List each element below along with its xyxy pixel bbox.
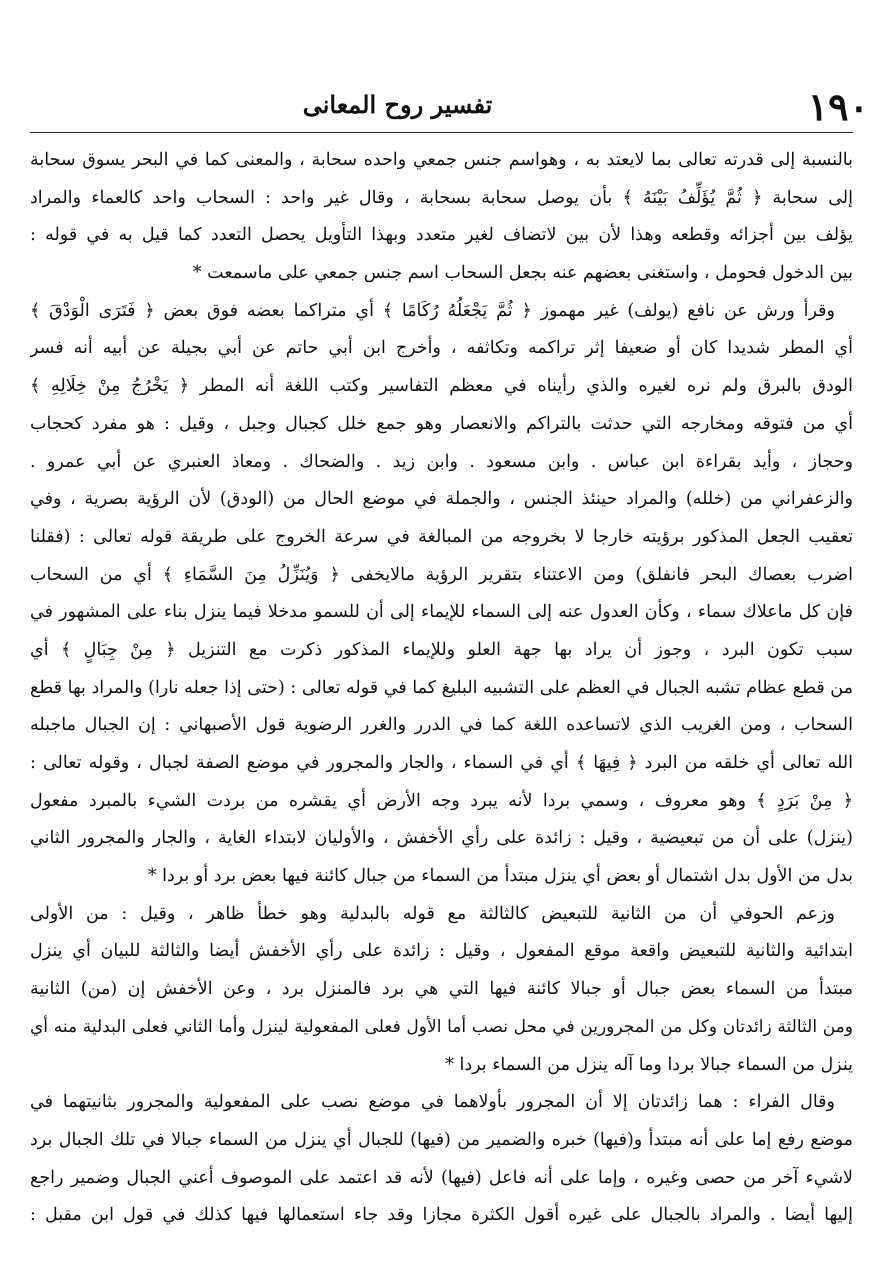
- text-line: يؤلف بين أجزائه وقطعه وهذا لأن بين لاتضاف لغير متعدد وبهذا التأويل يحصل التعدد كما قيل به في قوله :: [30, 225, 853, 246]
- text-line: ابتدائية والثانية للتبعيض واقعة موقع المفعول ، وقيل : زائدة على رأي الأخفش أيضا والثالثة للبيان أي ينزل: [30, 941, 853, 962]
- text-line: بين الدخول فحومل ، واستغنى بعضهم عنه بجعل السحاب اسم جنس جمعي على ماسمعت *: [192, 263, 853, 284]
- text-line: ﴿ مِنْ بَرَدٍ ﴾ وهو معروف ، وسمي بردا لأنه يبرد وجه الأرض أي يقشره من بردت الشيء بالمبرد مفعول: [30, 790, 853, 811]
- text-line: الودق بالبرق ولم نره لغيره والذي رأيناه في معظم التفاسير وكتب اللغة أنه المطر ﴿ يَخْرُجُ مِنْ خِلَالِهِ ﴾: [30, 376, 853, 397]
- body-text: [30, 142, 853, 1235]
- text-line: إليها أيضا . والمراد بالجبال على غيره أقول الكثرة مجازا وقد جاء استعمالها فيها كذلك في قول ابن مقبل :: [30, 1205, 853, 1226]
- text-line: فإن كل ماعلاك سماء ، وكأن العدول عنه إلى السماء للإيماء إلى أن للسمو مدخلا فيما ينزل بناء على المشهور في: [30, 602, 853, 623]
- text-line: اضرب بعصاك البحر فانفلق) ومن الاعتناء بتقرير الرؤية مالايخفى ﴿ وَيُنَزِّلُ مِنَ السَّمَاءِ ﴾ أي من السحاب: [30, 564, 853, 585]
- page-header: [32, 84, 869, 129]
- text-line: مبتدأ من السماء بعض جبال أو جبالا كائنة فيها التي هي برد فالمنزل برد ، وعن الأخفش إن (من) الثانية: [30, 979, 853, 1000]
- running-title: تفسير روح المعانى: [302, 90, 493, 119]
- text-line: وزعم الحوفي أن من الثانية للتبعيض كالثالثة مع قوله بالبدلية وهو خطأ ظاهر ، وقيل : من الأولى: [30, 903, 835, 924]
- text-line: ينزل من السماء جبالا بردا وما آله ينزل من السماء بردا *: [445, 1054, 853, 1075]
- text-line: تعقيب الجعل المذكور برؤيته خارجا لا بخروجه من المبالغة في سرعة الخروج على طريقة قوله تعالى : (فقلنا: [30, 526, 853, 547]
- text-line: موضع رفع إما على أنه مبتدأ و(فيها) خبره والضمير من (فيها) للجبال أي ينزل من السماء جبالا في تلك الجبال برد: [30, 1129, 853, 1150]
- text-line: إلى سحابة ﴿ ثُمَّ يُؤَلِّفُ بَيْنَهُ ﴾ بأن يوصل سحابة بسحابة ، وقال غير واحد : السحاب واحد كالعماء والمراد: [30, 187, 853, 208]
- text-line: الله تعالى أي خلقه من البرد ﴿ فِيهَا ﴾ أي في السماء ، والجار والمجرور في موضع الصفة لجبال ، وقوله تعالى :: [30, 753, 853, 773]
- header-rule: [30, 132, 853, 133]
- text-line: والزعفراني من (خلله) والمراد حينئذ الجنس ، والجملة في موضع الحال من (الودق) لأن الرؤية بصرية ، وفي: [30, 489, 853, 510]
- text-line: بالنسبة إلى قدرته تعالى بما لايعتد به ، وهواسم جنس جمعي واحده سحابة ، والمعنى كما في البحر يسوق سحابة: [30, 150, 853, 170]
- text-line: بدل من الأول بدل اشتمال أو بعض أي ينزل مبتدأ من السماء من جبال كائنة فيها بعض برد أو بردا *: [147, 866, 853, 887]
- text-line: لاشيء آخر من حصى وغيره ، وإما على أنه فاعل (فيها) لأنه قد اعتمد على الموصوف أعني الجبال وضمير راجع: [30, 1167, 853, 1188]
- text-line: من قطع عظام تشبه الجبال في العظم على التشبيه البليغ كما في قوله تعالى : (حتى إذا جعله نارا) والمراد بها قطع: [30, 677, 853, 698]
- text-line: (ينزل) على أن من تبعيضية ، وقيل : زائدة على رأي الأخفش ، والأوليان لابتداء الغاية ، والجار والمجرور الثاني: [30, 828, 853, 849]
- text-line: أي من فتوقه ومخارجه التي حدثت بالتراكم والانعصار وهو جمع خلل كجبال وجبل ، وقيل : هو مفرد كحجاب: [30, 413, 853, 434]
- text-line: السحاب ، ومن الغريب الذي لاتساعده اللغة كما في الدرر والغرر الرضوية قول الأصبهاني : إن الجبال ماجبله: [30, 715, 853, 736]
- text-line: سبب تكون البرد ، وجوز أن يراد بها جهة العلو وللإيماء المذكور ذكرت مع التنزيل ﴿ مِنْ جِبَالٍ ﴾ أي: [30, 639, 853, 660]
- text-line: وحجاز ، وأيد بقراءة ابن عباس . وابن مسعود . وابن زيد . والضحاك . ومعاذ العنبري عن أبي عمرو .: [30, 451, 853, 472]
- page-number: ١٩٠: [807, 84, 869, 129]
- text-line: وقال الفراء : هما زائدتان إلا أن المجرور بأولاهما في موضع نصب على المفعولية والمجرور بثانيتهما في: [30, 1092, 835, 1113]
- text-line: ومن الثالثة زائدتان وكل من المجرورين في محل نصب أما الأول فعلى المفعولية لينزل وأما الثاني فعلى البدلية منه أي: [30, 1016, 853, 1037]
- text-line: أي المطر شديدا كان أو ضعيفا إثر تراكمه وتكاثفه ، وأخرج ابن أبي حاتم عن أبي بجيلة عن أبيه أنه فسر: [30, 338, 853, 359]
- text-line: وقرأ ورش عن نافع (يولف) غير مهموز ﴿ ثُمَّ يَجْعَلُهُ رُكَامًا ﴾ أي متراكما بعضه فوق بعض ﴿ فَتَرَى الْوَدْقَ ﴾: [30, 300, 835, 321]
